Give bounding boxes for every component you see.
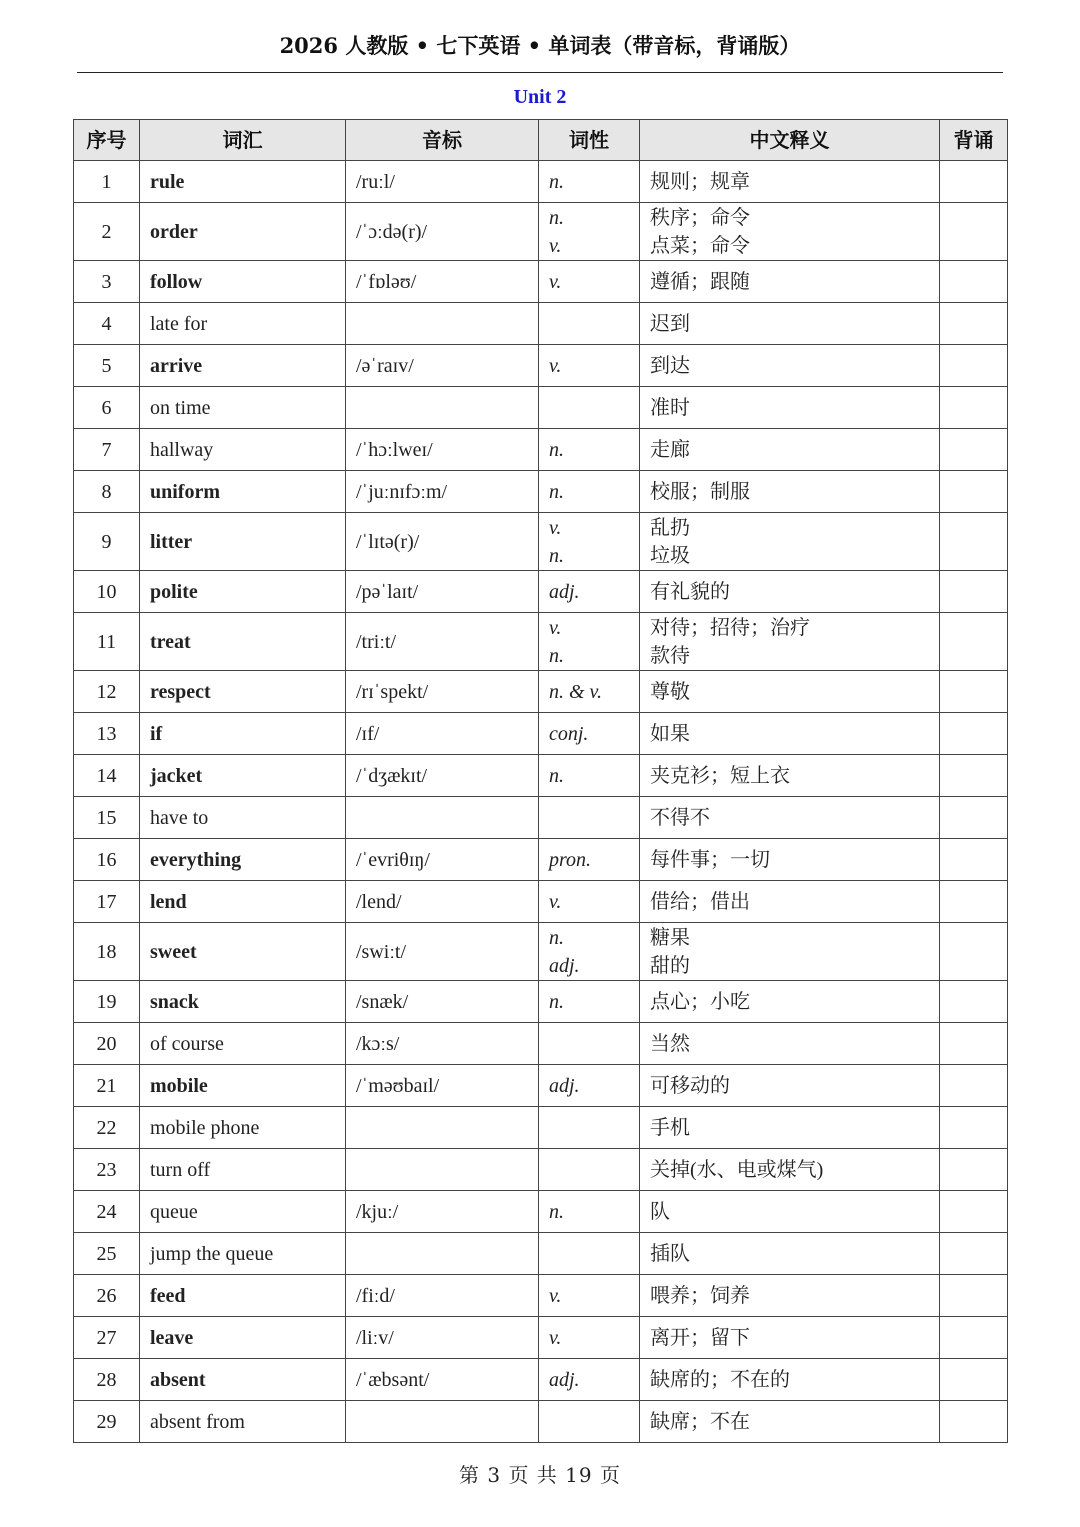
phonetic: /ˈlɪtə(r)/ [346,513,539,571]
phonetic: /kjuː/ [346,1191,539,1233]
part-of-speech [539,839,640,881]
part-of-speech [539,671,640,713]
chinese-meaning [640,1275,940,1317]
part-of-speech-line: n. [549,990,564,1013]
recite-checkbox-cell[interactable] [940,1401,1008,1443]
part-of-speech-line: v. [549,616,562,639]
chinese-meaning [640,839,940,881]
vocab-word: jump the queue [140,1233,346,1275]
meaning-line: 不得不 [650,806,710,829]
table-row [74,613,1008,671]
recite-checkbox-cell[interactable] [940,303,1008,345]
column-header-pos: 词性 [539,120,640,161]
row-number: 18 [74,923,140,981]
row-number: 7 [74,429,140,471]
part-of-speech [539,1191,640,1233]
part-of-speech [539,471,640,513]
recite-checkbox-cell[interactable] [940,161,1008,203]
recite-checkbox-cell[interactable] [940,1233,1008,1275]
chinese-meaning [640,203,940,261]
row-number: 12 [74,671,140,713]
chinese-meaning [640,881,940,923]
meaning-line: 糖果 [650,926,690,949]
chinese-meaning [640,471,940,513]
part-of-speech [539,981,640,1023]
table-row [74,429,1008,471]
phonetic: /swiːt/ [346,923,539,981]
vocab-word: feed [140,1275,346,1317]
chinese-meaning [640,1191,940,1233]
part-of-speech [539,797,640,839]
part-of-speech [539,881,640,923]
meaning-line: 缺席；不在 [650,1410,750,1433]
vocab-word: arrive [140,345,346,387]
part-of-speech-line: n. [549,926,564,949]
part-of-speech [539,713,640,755]
vocab-word: rule [140,161,346,203]
column-header-meaning: 中文释义 [640,120,940,161]
recite-checkbox-cell[interactable] [940,797,1008,839]
meaning-line: 走廊 [650,438,690,461]
meaning-line: 缺席的；不在的 [650,1368,790,1391]
vocab-word: turn off [140,1149,346,1191]
table-body [74,161,1008,1443]
part-of-speech-line: v. [549,516,562,539]
part-of-speech [539,1149,640,1191]
part-of-speech [539,161,640,203]
meaning-line: 点菜；命令 [650,234,750,257]
chinese-meaning [640,1107,940,1149]
recite-checkbox-cell[interactable] [940,671,1008,713]
table-row [74,1275,1008,1317]
vocab-word: treat [140,613,346,671]
meaning-line: 遵循；跟随 [650,270,750,293]
table-row [74,571,1008,613]
chinese-meaning [640,755,940,797]
vocab-word: on time [140,387,346,429]
phonetic: /pəˈlaɪt/ [346,571,539,613]
chinese-meaning [640,513,940,571]
chinese-meaning [640,571,940,613]
meaning-line: 尊敬 [650,680,690,703]
table-row [74,303,1008,345]
vocab-word: have to [140,797,346,839]
row-number: 10 [74,571,140,613]
phonetic: /ruːl/ [346,161,539,203]
vocab-word: everything [140,839,346,881]
recite-checkbox-cell[interactable] [940,429,1008,471]
recite-checkbox-cell[interactable] [940,923,1008,981]
meaning-line: 迟到 [650,312,690,335]
part-of-speech-line: v. [549,890,562,913]
meaning-line: 秩序；命令 [650,206,750,229]
table-row [74,881,1008,923]
part-of-speech-line: n. [549,644,564,667]
row-number: 21 [74,1065,140,1107]
phonetic [346,797,539,839]
recite-checkbox-cell[interactable] [940,513,1008,571]
vocab-word: late for [140,303,346,345]
vocab-word: polite [140,571,346,613]
part-of-speech-line: adj. [549,1368,580,1391]
recite-checkbox-cell[interactable] [940,755,1008,797]
meaning-line: 喂养；饲养 [650,1284,750,1307]
document-title: 2026 人教版 • 七下英语 • 单词表（带音标，背诵版） [279,33,801,58]
recite-checkbox-cell[interactable] [940,1275,1008,1317]
row-number: 29 [74,1401,140,1443]
part-of-speech-line: n. [549,544,564,567]
meaning-line: 点心；小吃 [650,990,750,1013]
vocabulary-table [73,119,1008,1443]
chinese-meaning [640,387,940,429]
part-of-speech-line: n. [549,1200,564,1223]
part-of-speech [539,1317,640,1359]
row-number: 11 [74,613,140,671]
part-of-speech-line: v. [549,1284,562,1307]
phonetic [346,387,539,429]
vocab-word: uniform [140,471,346,513]
meaning-line: 可移动的 [650,1074,730,1097]
part-of-speech-line: adj. [549,954,580,977]
chinese-meaning [640,1317,940,1359]
chinese-meaning [640,613,940,671]
phonetic: /ˈɔːdə(r)/ [346,203,539,261]
meaning-line: 关掉(水、电或煤气) [650,1158,824,1181]
row-number: 26 [74,1275,140,1317]
part-of-speech [539,387,640,429]
part-of-speech [539,1233,640,1275]
table-row [74,261,1008,303]
vocab-word: hallway [140,429,346,471]
phonetic: /ˈjuːnɪfɔːm/ [346,471,539,513]
table-row [74,203,1008,261]
row-number: 2 [74,203,140,261]
recite-checkbox-cell[interactable] [940,1065,1008,1107]
part-of-speech-line: adj. [549,580,580,603]
chinese-meaning [640,261,940,303]
recite-checkbox-cell[interactable] [940,981,1008,1023]
vocab-word: mobile phone [140,1107,346,1149]
part-of-speech [539,429,640,471]
phonetic [346,1107,539,1149]
row-number: 13 [74,713,140,755]
meaning-line: 如果 [650,722,690,745]
recite-checkbox-cell[interactable] [940,345,1008,387]
row-number: 27 [74,1317,140,1359]
phonetic [346,1401,539,1443]
part-of-speech [539,203,640,261]
part-of-speech-line: n. & v. [549,680,602,703]
phonetic: /liːv/ [346,1317,539,1359]
meaning-line: 甜的 [650,954,690,977]
chinese-meaning [640,345,940,387]
row-number: 24 [74,1191,140,1233]
column-header-word: 词汇 [140,120,346,161]
page-number: 第 3 页 共 19 页 [459,1463,621,1487]
part-of-speech-line: v. [549,270,562,293]
recite-checkbox-cell[interactable] [940,387,1008,429]
row-number: 3 [74,261,140,303]
table-row [74,1359,1008,1401]
vocab-word: order [140,203,346,261]
column-header-number: 序号 [74,120,140,161]
table-row [74,923,1008,981]
phonetic: /snæk/ [346,981,539,1023]
row-number: 16 [74,839,140,881]
recite-checkbox-cell[interactable] [940,1191,1008,1233]
phonetic: /əˈraɪv/ [346,345,539,387]
part-of-speech [539,513,640,571]
meaning-line: 离开；留下 [650,1326,750,1349]
part-of-speech [539,1275,640,1317]
table-row [74,797,1008,839]
part-of-speech [539,1023,640,1065]
phonetic: /lend/ [346,881,539,923]
part-of-speech [539,345,640,387]
meaning-line: 款待 [650,644,690,667]
table-row [74,1401,1008,1443]
recite-checkbox-cell[interactable] [940,713,1008,755]
vocab-word: queue [140,1191,346,1233]
row-number: 22 [74,1107,140,1149]
chinese-meaning [640,161,940,203]
table-row [74,471,1008,513]
table-row [74,981,1008,1023]
row-number: 17 [74,881,140,923]
part-of-speech [539,1359,640,1401]
meaning-line: 对待；招待；治疗 [650,616,810,639]
chinese-meaning [640,923,940,981]
table-row [74,513,1008,571]
table-row [74,1317,1008,1359]
chinese-meaning [640,797,940,839]
phonetic: /triːt/ [346,613,539,671]
part-of-speech [539,1107,640,1149]
chinese-meaning [640,1401,940,1443]
phonetic: /rɪˈspekt/ [346,671,539,713]
meaning-line: 当然 [650,1032,690,1055]
table-row [74,1107,1008,1149]
part-of-speech-line: v. [549,234,562,257]
row-number: 8 [74,471,140,513]
meaning-line: 队 [650,1200,670,1223]
vocab-word: absent [140,1359,346,1401]
table-row [74,671,1008,713]
part-of-speech [539,303,640,345]
vocab-word: litter [140,513,346,571]
phonetic: /ˈevriθɪŋ/ [346,839,539,881]
table-row [74,1065,1008,1107]
row-number: 25 [74,1233,140,1275]
table-row [74,345,1008,387]
table-row [74,1191,1008,1233]
meaning-line: 规则；规章 [650,170,750,193]
part-of-speech-line: n. [549,764,564,787]
part-of-speech-line: v. [549,354,562,377]
part-of-speech-line: v. [549,1326,562,1349]
meaning-line: 垃圾 [650,544,690,567]
meaning-line: 准时 [650,396,690,419]
part-of-speech-line: pron. [549,848,592,871]
table-row [74,755,1008,797]
row-number: 20 [74,1023,140,1065]
meaning-line: 夹克衫；短上衣 [650,764,790,787]
part-of-speech [539,613,640,671]
vocab-word: leave [140,1317,346,1359]
table-row [74,1233,1008,1275]
chinese-meaning [640,671,940,713]
row-number: 15 [74,797,140,839]
vocab-word: absent from [140,1401,346,1443]
vocab-word: respect [140,671,346,713]
phonetic: /fiːd/ [346,1275,539,1317]
recite-checkbox-cell[interactable] [940,1149,1008,1191]
recite-checkbox-cell[interactable] [940,1359,1008,1401]
vocab-word: sweet [140,923,346,981]
recite-checkbox-cell[interactable] [940,1107,1008,1149]
recite-checkbox-cell[interactable] [940,881,1008,923]
part-of-speech-line: conj. [549,722,589,745]
recite-checkbox-cell[interactable] [940,203,1008,261]
part-of-speech [539,1401,640,1443]
meaning-line: 借给；借出 [650,890,750,913]
chinese-meaning [640,713,940,755]
recite-checkbox-cell[interactable] [940,1023,1008,1065]
phonetic: /ɪf/ [346,713,539,755]
phonetic [346,303,539,345]
meaning-line: 插队 [650,1242,690,1265]
vocab-word: if [140,713,346,755]
part-of-speech [539,1065,640,1107]
meaning-line: 到达 [650,354,690,377]
chinese-meaning [640,303,940,345]
part-of-speech [539,571,640,613]
phonetic: /kɔːs/ [346,1023,539,1065]
header-divider [77,72,1003,73]
chinese-meaning [640,429,940,471]
phonetic: /ˈdʒækɪt/ [346,755,539,797]
table-row [74,839,1008,881]
recite-checkbox-cell[interactable] [940,839,1008,881]
phonetic: /ˈfɒləʊ/ [346,261,539,303]
vocab-word: mobile [140,1065,346,1107]
chinese-meaning [640,1359,940,1401]
vocab-word: of course [140,1023,346,1065]
phonetic: /ˈməʊbaɪl/ [346,1065,539,1107]
part-of-speech [539,755,640,797]
recite-checkbox-cell[interactable] [940,613,1008,671]
part-of-speech [539,923,640,981]
row-number: 4 [74,303,140,345]
chinese-meaning [640,1023,940,1065]
phonetic [346,1233,539,1275]
part-of-speech-line: n. [549,206,564,229]
chinese-meaning [640,1149,940,1191]
part-of-speech-line: n. [549,170,564,193]
row-number: 23 [74,1149,140,1191]
table-row [74,1023,1008,1065]
table-row [74,1149,1008,1191]
chinese-meaning [640,1233,940,1275]
phonetic [346,1149,539,1191]
vocab-word: lend [140,881,346,923]
vocab-word: snack [140,981,346,1023]
recite-checkbox-cell[interactable] [940,261,1008,303]
part-of-speech-line: n. [549,438,564,461]
meaning-line: 有礼貌的 [650,580,730,603]
row-number: 5 [74,345,140,387]
row-number: 6 [74,387,140,429]
vocab-word: jacket [140,755,346,797]
recite-checkbox-cell[interactable] [940,471,1008,513]
vocab-word: follow [140,261,346,303]
phonetic: /ˈæbsənt/ [346,1359,539,1401]
chinese-meaning [640,981,940,1023]
meaning-line: 手机 [650,1116,690,1139]
phonetic: /ˈhɔːlweɪ/ [346,429,539,471]
unit-title: Unit 2 [513,86,567,108]
column-header-phonetic: 音标 [346,120,539,161]
row-number: 19 [74,981,140,1023]
column-header-recite: 背诵 [940,120,1008,161]
meaning-line: 校服；制服 [650,480,750,503]
row-number: 28 [74,1359,140,1401]
part-of-speech-line: n. [549,480,564,503]
recite-checkbox-cell[interactable] [940,571,1008,613]
row-number: 1 [74,161,140,203]
recite-checkbox-cell[interactable] [940,1317,1008,1359]
part-of-speech-line: adj. [549,1074,580,1097]
table-row [74,713,1008,755]
row-number: 14 [74,755,140,797]
part-of-speech [539,261,640,303]
meaning-line: 每件事；一切 [650,848,770,871]
chinese-meaning [640,1065,940,1107]
meaning-line: 乱扔 [650,516,690,539]
table-header-row [74,120,1008,161]
row-number: 9 [74,513,140,571]
table-row [74,161,1008,203]
table-row [74,387,1008,429]
